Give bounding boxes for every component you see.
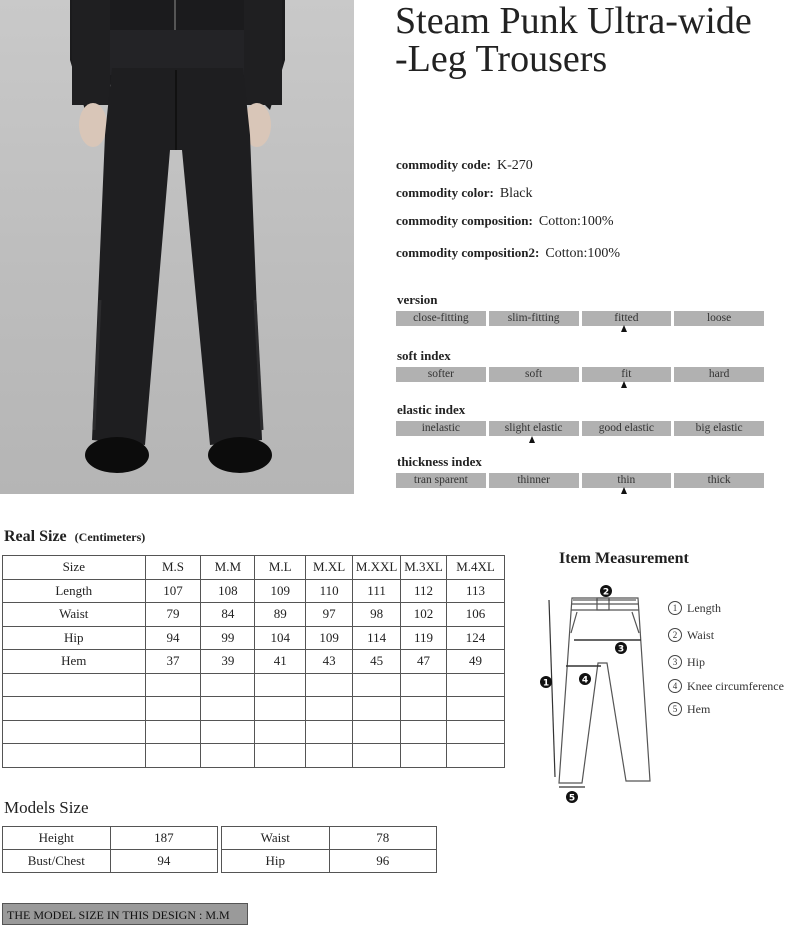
spec-label: commodity composition: xyxy=(396,213,533,228)
version-option: slim-fitting xyxy=(489,311,579,326)
table-cell xyxy=(3,673,146,697)
soft-selected-marker-icon xyxy=(621,381,627,388)
legend-label: Hem xyxy=(687,701,711,716)
thickness-option: thin xyxy=(582,473,672,488)
table-header-cell: M.XXL xyxy=(353,556,401,580)
table-cell: 98 xyxy=(353,603,401,627)
table-header-cell: M.M xyxy=(201,556,255,580)
table-cell: 37 xyxy=(145,650,201,674)
table-cell: 109 xyxy=(255,579,306,603)
table-cell: Hem xyxy=(3,650,146,674)
soft-index-bar xyxy=(396,367,764,382)
table-cell: 107 xyxy=(145,579,201,603)
product-title xyxy=(395,2,795,78)
table-cell: 79 xyxy=(145,603,201,627)
soft-option: softer xyxy=(396,367,486,382)
table-cell xyxy=(447,720,505,744)
real-size-title-text: Real Size xyxy=(4,528,67,545)
table-cell: 114 xyxy=(353,626,401,650)
spec-value: Black xyxy=(499,186,533,201)
svg-text:4: 4 xyxy=(581,675,589,686)
table-cell xyxy=(145,720,201,744)
svg-text:2: 2 xyxy=(602,587,610,598)
elastic-option: inelastic xyxy=(396,421,486,436)
table-cell: 43 xyxy=(306,650,353,674)
model-wearing-trousers-image xyxy=(0,0,354,494)
soft-option: hard xyxy=(674,367,764,382)
table-cell: 41 xyxy=(255,650,306,674)
table-header-cell: M.S xyxy=(145,556,201,580)
table-row xyxy=(3,850,218,873)
table-cell xyxy=(255,697,306,721)
table-cell: Waist xyxy=(222,827,330,850)
legend-label: Hip xyxy=(687,654,705,669)
table-cell: 84 xyxy=(201,603,255,627)
soft-option: fit xyxy=(582,367,672,382)
table-cell: 45 xyxy=(353,650,401,674)
svg-text:5: 5 xyxy=(568,793,576,804)
table-cell: 94 xyxy=(145,626,201,650)
legend-label: Length xyxy=(687,600,721,615)
product-title-line1: Steam Punk Ultra-wide xyxy=(395,0,752,42)
legend-label: Knee circumference xyxy=(687,678,784,693)
table-cell: 99 xyxy=(201,626,255,650)
table-cell: Hip xyxy=(3,626,146,650)
table-row xyxy=(222,827,437,850)
table-cell: Bust/Chest xyxy=(3,850,111,873)
table-row xyxy=(3,603,505,627)
table-cell xyxy=(255,673,306,697)
table-cell xyxy=(255,720,306,744)
table-cell: 49 xyxy=(447,650,505,674)
table-cell: 89 xyxy=(255,603,306,627)
table-cell: 97 xyxy=(306,603,353,627)
table-cell xyxy=(353,744,401,768)
spec-commodity-color xyxy=(396,185,533,202)
table-cell xyxy=(306,744,353,768)
elastic-option: slight elastic xyxy=(489,421,579,436)
table-row xyxy=(222,850,437,873)
version-option: loose xyxy=(674,311,764,326)
table-cell: Height xyxy=(3,827,111,850)
elastic-option: good elastic xyxy=(582,421,672,436)
thickness-selected-marker-icon xyxy=(621,487,627,494)
table-row xyxy=(3,626,505,650)
spec-value: Cotton:100% xyxy=(545,246,621,261)
elastic-index-title: elastic index xyxy=(397,402,466,417)
table-cell xyxy=(201,673,255,697)
spec-value: K-270 xyxy=(496,158,533,173)
number-3-icon: 3 xyxy=(668,655,682,669)
table-cell: 102 xyxy=(401,603,447,627)
models-size-title: Models Size xyxy=(4,798,89,817)
table-cell xyxy=(353,673,401,697)
table-cell: 106 xyxy=(447,603,505,627)
real-size-unit: (Centimeters) xyxy=(74,530,146,544)
table-cell xyxy=(201,720,255,744)
table-cell: 96 xyxy=(329,850,436,873)
version-index-title: version xyxy=(397,292,438,307)
legend-label: Waist xyxy=(687,627,715,642)
table-row xyxy=(3,579,505,603)
table-cell: 109 xyxy=(306,626,353,650)
table-header-cell: M.L xyxy=(255,556,306,580)
table-header-cell: M.XL xyxy=(306,556,353,580)
table-cell xyxy=(3,697,146,721)
table-cell xyxy=(306,697,353,721)
item-measurement-title: Item Measurement xyxy=(559,550,689,567)
table-cell: Length xyxy=(3,579,146,603)
table-header-row xyxy=(3,556,505,580)
legend-item xyxy=(668,600,721,616)
table-cell: 110 xyxy=(306,579,353,603)
table-cell: 94 xyxy=(110,850,217,873)
table-cell xyxy=(353,697,401,721)
table-header-cell: M.3XL xyxy=(401,556,447,580)
spec-value: Cotton:100% xyxy=(538,214,614,229)
table-cell: 119 xyxy=(401,626,447,650)
table-cell xyxy=(201,697,255,721)
legend-item xyxy=(668,701,710,717)
table-cell xyxy=(447,673,505,697)
spec-commodity-composition2 xyxy=(396,245,620,262)
soft-option: soft xyxy=(489,367,579,382)
table-cell: 113 xyxy=(447,579,505,603)
number-4-icon: 4 xyxy=(668,679,682,693)
thickness-option: thick xyxy=(674,473,764,488)
spec-commodity-code xyxy=(396,157,533,174)
version-selected-marker-icon xyxy=(621,325,627,332)
table-cell xyxy=(255,744,306,768)
table-cell xyxy=(145,673,201,697)
table-cell: 78 xyxy=(329,827,436,850)
version-index-bar xyxy=(396,311,764,326)
spec-label: commodity composition2: xyxy=(396,245,540,260)
table-header-cell: M.4XL xyxy=(447,556,505,580)
table-cell xyxy=(401,673,447,697)
spec-label: commodity color: xyxy=(396,185,494,200)
thickness-option: thinner xyxy=(489,473,579,488)
thickness-index-title: thickness index xyxy=(397,454,482,469)
product-photo xyxy=(0,0,354,494)
product-title-line2: -Leg Trousers xyxy=(395,38,608,80)
svg-text:3: 3 xyxy=(617,644,625,655)
table-cell xyxy=(306,720,353,744)
legend-item xyxy=(668,627,714,643)
version-option: close-fitting xyxy=(396,311,486,326)
table-cell: 187 xyxy=(110,827,217,850)
table-cell xyxy=(447,744,505,768)
table-cell: 112 xyxy=(401,579,447,603)
table-cell: Waist xyxy=(3,603,146,627)
table-cell: 108 xyxy=(201,579,255,603)
soft-index-title: soft index xyxy=(397,348,451,363)
table-cell xyxy=(401,720,447,744)
table-cell xyxy=(401,697,447,721)
table-cell xyxy=(3,720,146,744)
models-size-table-right xyxy=(221,826,437,873)
elastic-index-bar xyxy=(396,421,764,436)
spec-commodity-composition xyxy=(396,213,614,230)
table-row xyxy=(3,827,218,850)
number-5-icon: 5 xyxy=(668,702,682,716)
elastic-option: big elastic xyxy=(674,421,764,436)
table-cell: 111 xyxy=(353,579,401,603)
table-row xyxy=(3,720,505,744)
table-cell xyxy=(306,673,353,697)
spec-label: commodity code: xyxy=(396,157,491,172)
svg-text:1: 1 xyxy=(542,678,550,689)
table-row xyxy=(3,650,505,674)
models-size-table-left xyxy=(2,826,218,873)
table-cell xyxy=(145,744,201,768)
elastic-selected-marker-icon xyxy=(529,436,535,443)
version-option: fitted xyxy=(582,311,672,326)
real-size-title xyxy=(4,528,145,546)
model-size-note: THE MODEL SIZE IN THIS DESIGN : M.M xyxy=(2,903,248,925)
table-cell: Hip xyxy=(222,850,330,873)
table-row xyxy=(3,744,505,768)
number-1-icon: 1 xyxy=(668,601,682,615)
legend-item xyxy=(668,654,705,670)
table-cell xyxy=(447,697,505,721)
table-cell xyxy=(353,720,401,744)
table-cell: 39 xyxy=(201,650,255,674)
table-row xyxy=(3,697,505,721)
table-row xyxy=(3,673,505,697)
table-cell: 124 xyxy=(447,626,505,650)
table-cell: 104 xyxy=(255,626,306,650)
legend-item xyxy=(668,678,784,694)
table-cell xyxy=(145,697,201,721)
real-size-table xyxy=(2,555,505,768)
table-cell xyxy=(201,744,255,768)
thickness-index-bar xyxy=(396,473,764,488)
trousers-measurement-diagram xyxy=(535,578,665,806)
thickness-option: tran sparent xyxy=(396,473,486,488)
table-cell xyxy=(3,744,146,768)
number-2-icon: 2 xyxy=(668,628,682,642)
table-cell xyxy=(401,744,447,768)
table-cell: 47 xyxy=(401,650,447,674)
table-header-cell: Size xyxy=(3,556,146,580)
